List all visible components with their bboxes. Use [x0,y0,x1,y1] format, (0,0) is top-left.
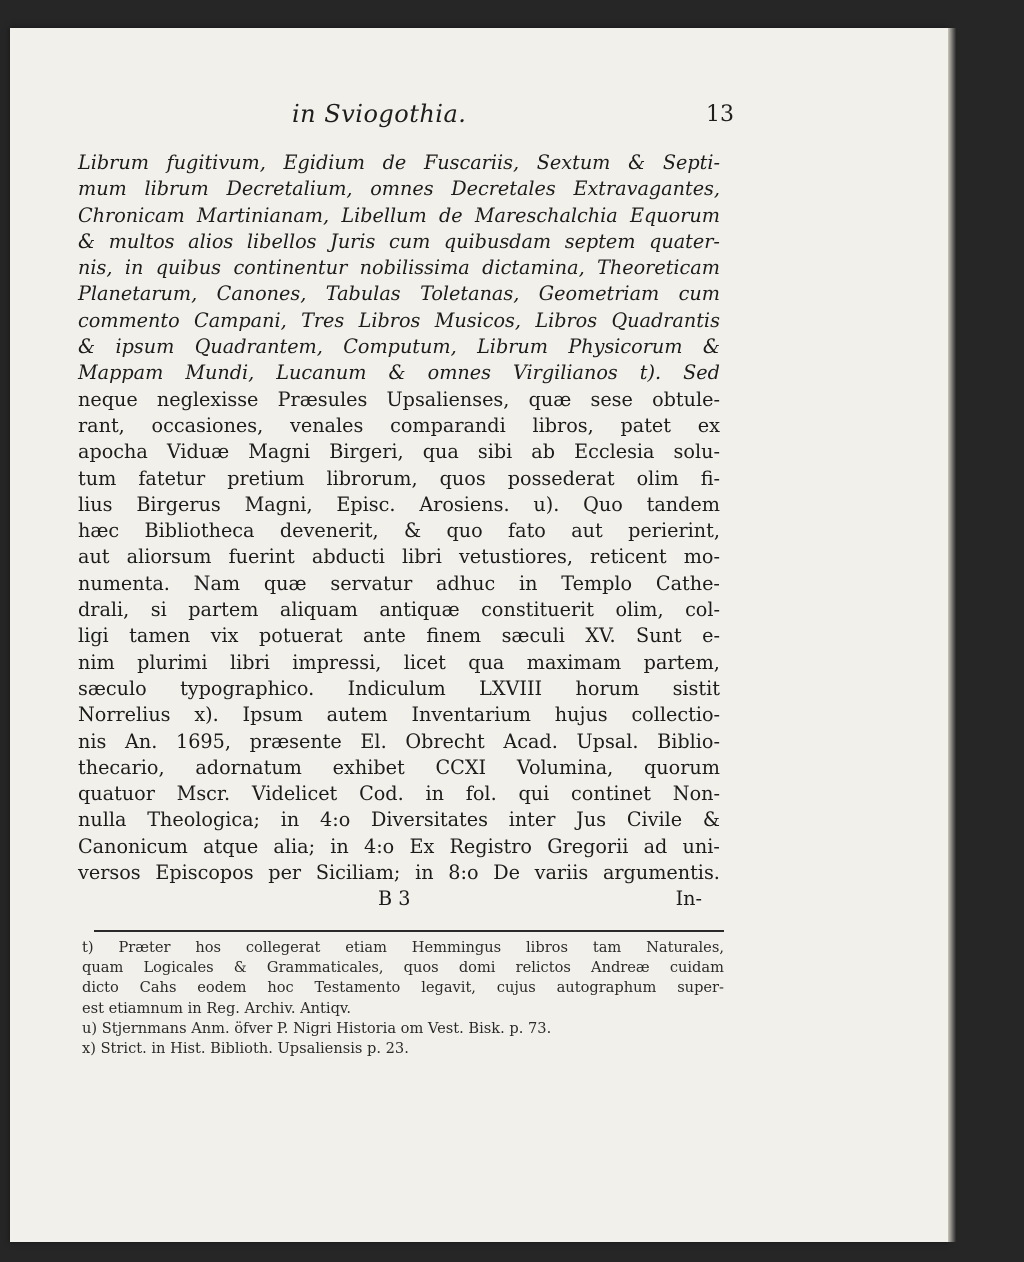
word: aut [571,519,603,543]
word: quo [446,519,483,543]
body-line [78,387,720,413]
word: per [268,861,302,885]
word: atque [203,834,259,858]
body-line [78,702,720,728]
word: etiam [345,939,387,956]
word: nim [78,650,115,674]
word: Præter [118,939,171,956]
word: in [415,861,434,885]
body-line [78,781,720,807]
word: & [702,335,720,359]
word: Birgerus [136,492,221,516]
word: licet [403,650,446,674]
word: in [425,782,444,806]
body-line [78,360,720,386]
word: quæ [528,387,572,411]
word: Quadrantem, [194,335,323,359]
word: fuerint [228,545,295,569]
word: t). [639,361,662,385]
word: 4:o [320,808,351,832]
word: Decretalium, [226,177,353,201]
word: Septi- [662,151,720,174]
word: cum [388,229,431,253]
word: vix [210,624,239,648]
word: occasiones, [151,413,264,437]
word: Andreæ [591,959,650,977]
word: olim [636,466,679,490]
word: Libros [535,308,598,332]
word: Magni [248,440,311,464]
word: qua [468,650,505,674]
footnote-line [82,978,724,998]
word: legavit, [421,979,476,997]
word: neque [78,387,138,411]
word: plurimi [137,650,208,674]
running-title: in Sviogothia. [292,100,467,128]
word: Viduæ [166,440,230,464]
body-line [78,281,720,307]
word: nis [78,729,107,753]
body-line [78,255,720,281]
word: Grammaticales, [266,959,384,977]
word: ante [363,624,406,648]
word: typographico. [180,676,315,700]
word: in [330,834,349,858]
word: Quadrantis [611,308,720,332]
word: versos [78,861,141,885]
word: potuerat [258,624,343,648]
signature-mark: B 3 [378,887,411,911]
word: Extravagantes, [573,177,720,201]
word: Non- [672,782,720,806]
word: Fuscariis, [423,151,520,174]
word: tandem [646,492,720,516]
word: x). [194,703,219,727]
body-line [78,571,720,597]
word: fato [508,519,546,543]
word: quater- [649,229,720,253]
word: Inventarium [411,703,531,727]
word: super- [677,979,724,997]
word: perierint, [628,519,720,543]
body-line [78,729,720,755]
body-line [78,623,720,649]
word: si [150,598,167,622]
word: rant, [78,413,125,437]
word: Libellum [341,203,427,227]
word: constituerit [481,598,594,622]
word: libros [526,939,568,956]
word: hujus [554,703,608,727]
word: Biblio- [657,729,720,753]
word: obtule- [652,387,720,411]
word: Mscr. [176,782,231,806]
body-line [78,466,720,492]
word: Bibliotheca [144,519,255,543]
word: in [124,256,144,280]
word: quibusdam [443,229,552,253]
body-line [78,492,720,518]
word: impressi, [292,650,382,674]
word: de [382,151,407,174]
word: mum [78,177,127,201]
word: in [519,571,538,595]
word: Sunt [636,624,682,648]
word: Sed [683,361,720,385]
body-line [78,597,720,623]
word: cuidam [669,959,724,977]
word: Canones, [216,282,307,306]
word: possederat [507,466,615,490]
body-line [78,544,720,570]
word: fugitivum, [166,151,266,174]
footnote-line: x) Strict. in Hist. Biblioth. Upsaliensis p. 23. [82,1039,409,1057]
word: apocha [78,440,148,464]
word: Volumina, [516,755,614,779]
word: antiquæ [379,598,460,622]
body-line [78,334,720,360]
word: sibi [477,440,513,464]
word: col- [685,598,720,622]
word: comparandi [390,413,506,437]
word: collectio- [631,703,720,727]
word: Equorum [630,203,720,227]
word: Gregorii [547,834,629,858]
word: sæculo [78,676,147,700]
word: libri [401,545,442,569]
word: Videlicet [251,782,338,806]
word: horum [575,676,640,700]
word: qua [422,440,459,464]
word: devenerit, [279,519,379,543]
word: Mareschalchia [474,203,618,227]
word: Nam [193,571,241,595]
word: hos [195,939,221,956]
word: librorum, [326,466,418,490]
word: argumentis. [602,861,720,885]
word: autem [326,703,388,727]
word: CCXI [435,755,487,779]
body-line [78,755,720,781]
word: & [233,959,247,977]
word: aliorsum [126,545,212,569]
word: Civile [626,808,683,832]
word: libros, [532,413,594,437]
running-head [10,98,948,138]
word: 1695, [176,729,231,753]
word: collegerat [245,939,321,956]
book-page [10,28,948,1242]
word: hæc [78,519,120,543]
word: alios [188,229,234,253]
word: Campani, [194,308,287,332]
word: tam [592,939,622,956]
word: fi- [700,466,720,490]
word: ipsum [115,335,175,359]
word: thecario, [78,755,165,779]
word: Logicales [143,959,214,977]
word: sistit [672,676,720,700]
word: ex [697,413,720,437]
word: maximam [526,650,622,674]
word: El. [360,729,387,753]
word: relictos [515,959,571,977]
word: ad [643,834,668,858]
word: Templo [561,571,633,595]
body-line [78,860,720,886]
word: Sextum [536,151,611,174]
word: Toletanas, [420,282,520,306]
body-line [78,413,720,439]
word: Musicos, [434,308,521,332]
word: Ex [409,834,435,858]
word: præsente [249,729,342,753]
word: 4:o [363,834,395,858]
body-text [78,150,720,913]
word: septem [564,229,636,253]
word: ab [531,440,556,464]
word: Virgilianos [513,361,618,385]
footnote-line: est etiamnum in Reg. Archiv. Antiqv. [82,999,352,1017]
word: aut [78,545,110,569]
word: Arosiens. [419,492,510,516]
word: reticent [590,545,667,569]
word: Præsules [277,387,368,411]
word: & [702,808,720,832]
word: XV. [585,624,616,648]
catchword: In- [675,887,702,911]
word: continet [571,782,651,806]
word: adhuc [436,571,496,595]
body-line [78,650,720,676]
word: continentur [233,256,348,280]
word: fatetur [138,466,206,490]
word: alia; [273,834,316,858]
word: Decretales [451,177,556,201]
word: Episc. [336,492,396,516]
word: Birgeri, [329,440,404,464]
word: Magni, [244,492,313,516]
word: Quo [583,492,623,516]
word: dicto [82,979,119,997]
word: Obrecht [405,729,485,753]
word: Tabulas [325,282,401,306]
footnotes [82,938,724,1059]
word: & [628,151,646,174]
word: lius [78,492,113,516]
word: Mappam [78,361,164,385]
word: Theoreticam [597,256,720,280]
word: & [78,229,96,253]
word: Registro [449,834,532,858]
footnote-rule [94,930,724,932]
word: Mundi, [185,361,255,385]
word: uni- [682,834,720,858]
word: nulla [78,808,127,832]
word: quos [439,466,486,490]
word: Naturales, [646,939,724,956]
word: omnes [370,177,434,201]
word: Theologica; [147,808,261,832]
word: partem, [643,650,720,674]
body-line [78,150,720,176]
word: De [493,861,520,885]
word: quos [403,959,439,977]
word: Episcopos [155,861,254,885]
word: cum [678,282,720,306]
word: & [78,335,96,359]
word: eodem [197,979,247,997]
word: exhibet [332,755,405,779]
word: pretium [227,466,305,490]
word: dictamina, [482,256,585,280]
word: quibus [155,256,222,280]
word: sese [590,387,633,411]
word: domi [458,959,496,977]
word: Upsal. [576,729,639,753]
word: An. [125,729,158,753]
word: vetustiores, [458,545,573,569]
body-line [78,807,720,833]
word: drali, [78,598,130,622]
footnote-line: u) Stjernmans Anm. öfver P. Nigri Historia om Vest. Bisk. p. 73. [82,1019,552,1037]
word: Computum, [343,335,457,359]
word: nobilissima [359,256,470,280]
body-line [78,676,720,702]
word: tum [78,466,117,490]
signature-line [78,886,720,912]
word: Martinianam, [196,203,330,227]
word: Indiculum [347,676,446,700]
body-line [78,308,720,334]
word: quorum [644,755,720,779]
word: mo- [683,545,720,569]
word: cujus [496,979,536,997]
footnote-line [82,938,724,958]
word: tamen [129,624,191,648]
word: partem [188,598,259,622]
word: venales [290,413,364,437]
word: Chronicam [78,203,185,227]
word: libellos [246,229,317,253]
word: Lucanum [276,361,367,385]
word: Ecclesia [574,440,655,464]
word: Ipsum [242,703,303,727]
word: numenta. [78,571,170,595]
word: 8:o [448,861,479,885]
word: Canonicum [78,834,188,858]
word: multos [108,229,175,253]
word: u). [533,492,560,516]
word: qui [518,782,550,806]
word: in [280,808,300,832]
body-line [78,518,720,544]
word: servatur [330,571,413,595]
word: t) [82,939,94,956]
word: Jus [576,808,607,832]
word: nis, [78,256,113,280]
word: librum [144,177,209,201]
word: quam [82,959,124,977]
word: ligi [78,624,109,648]
word: Norrelius [78,703,171,727]
word: omnes [427,361,491,385]
word: e- [702,624,720,648]
word: autographum [556,979,657,997]
word: Diversitates [371,808,488,832]
word: sæculi [501,624,565,648]
word: Physicorum [568,335,683,359]
word: finem [426,624,482,648]
page-number: 13 [706,102,734,127]
word: Siciliam; [315,861,401,885]
word: hoc [267,979,294,997]
word: quæ [263,571,307,595]
word: aliquam [279,598,358,622]
word: Cahs [139,979,177,997]
word: Planetarum, [78,282,198,306]
word: commento [78,308,180,332]
word: solu- [673,440,720,464]
word: neglexisse [156,387,259,411]
word: quatuor [78,782,155,806]
word: LXVIII [479,676,543,700]
word: & [403,519,422,543]
word: & [388,361,406,385]
word: Librum [477,335,548,359]
word: adornatum [195,755,302,779]
word: Juris [330,229,376,253]
word: Acad. [503,729,558,753]
word: Testamento [314,979,401,997]
word: abducti [311,545,385,569]
word: inter [508,808,556,832]
word: libri [229,650,270,674]
footnote-line [82,958,724,978]
body-line [78,439,720,465]
word: variis [534,861,589,885]
word: olim, [615,598,664,622]
word: patet [620,413,671,437]
word: Hemmingus [411,939,502,956]
word: Cod. [359,782,404,806]
word: de [438,203,463,227]
body-line [78,229,720,255]
word: Egidium [283,151,365,174]
body-line [78,834,720,860]
word: Upsalienses, [386,387,510,411]
body-line [78,203,720,229]
word: Geometriam [538,282,660,306]
word: Librum [78,151,149,174]
word: Tres [301,308,345,332]
word: Libros [358,308,421,332]
body-line [78,176,720,202]
word: fol. [465,782,497,806]
word: Cathe- [655,571,720,595]
